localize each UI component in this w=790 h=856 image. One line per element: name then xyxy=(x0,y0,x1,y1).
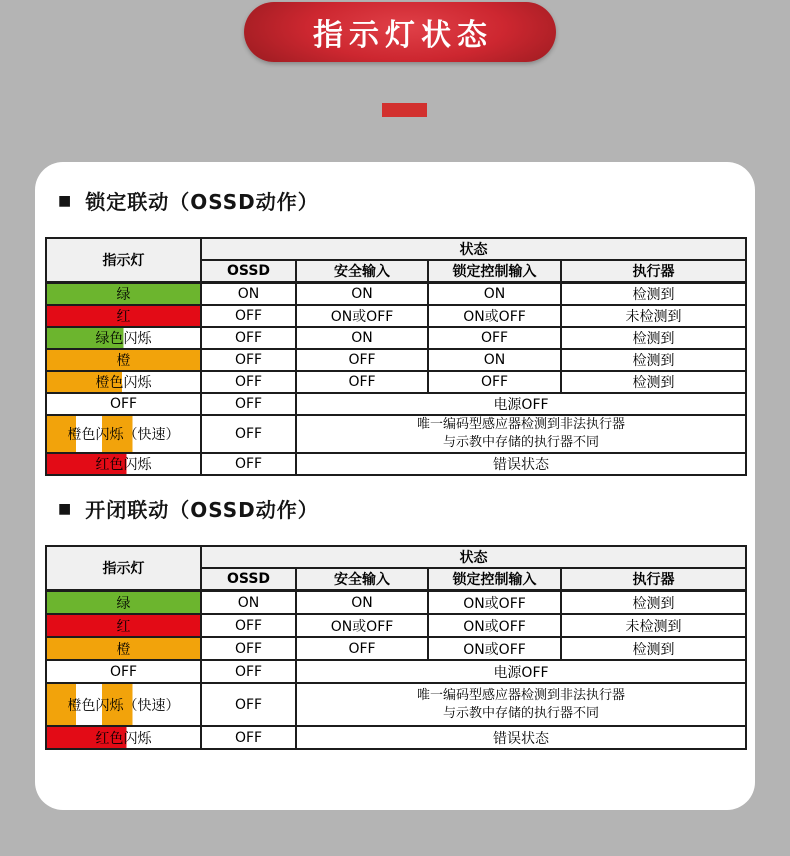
square-bullet-icon: ■ xyxy=(58,192,73,209)
status-cell: OFF xyxy=(201,327,296,349)
status-cell: OFF xyxy=(201,683,296,726)
status-cell: OFF xyxy=(201,349,296,371)
merged-text-line1: 唯一编码型感应器检测到非法执行器 xyxy=(416,417,625,433)
status-cell: ON xyxy=(201,283,296,306)
table-row xyxy=(46,683,746,726)
status-cell: 未检测到 xyxy=(561,614,746,637)
status-cell: ON或OFF xyxy=(428,637,561,660)
status-cell: ON xyxy=(428,349,561,371)
merged-status-cell xyxy=(296,415,746,453)
status-cell: OFF xyxy=(296,349,428,371)
status-cell: OFF xyxy=(201,371,296,393)
table-row xyxy=(46,591,746,615)
column-header-actuator: 执行器 xyxy=(561,568,746,591)
table-row xyxy=(46,349,746,371)
table-row xyxy=(46,327,746,349)
indicator-cell-red-blink: 红色闪烁 xyxy=(46,726,201,749)
table-row xyxy=(46,393,746,415)
indicator-cell-orange-blink: 橙色闪烁 xyxy=(46,371,201,393)
indicator-cell-off: OFF xyxy=(46,660,201,683)
status-cell: ON或OFF xyxy=(296,614,428,637)
status-cell: ON xyxy=(201,591,296,615)
table-row xyxy=(46,415,746,453)
section-title-open-close-linkage xyxy=(58,494,319,523)
status-cell: OFF xyxy=(201,660,296,683)
indicator-cell-orange: 橙 xyxy=(46,637,201,660)
indicator-header: 指示灯 xyxy=(46,238,201,283)
column-header-safety-input: 安全输入 xyxy=(296,568,428,591)
indicator-cell-green-blink: 绿色闪烁 xyxy=(46,327,201,349)
status-header: 状态 xyxy=(201,546,746,568)
indicator-cell-off: OFF xyxy=(46,393,201,415)
table-row xyxy=(46,453,746,475)
status-cell: OFF xyxy=(201,453,296,475)
table-row xyxy=(46,371,746,393)
column-header-actuator: 执行器 xyxy=(561,260,746,283)
status-cell: 检测到 xyxy=(561,283,746,306)
indicator-cell-red-blink: 红色闪烁 xyxy=(46,453,201,475)
status-cell: OFF xyxy=(296,371,428,393)
column-header-safety-input: 安全输入 xyxy=(296,260,428,283)
lock-linkage-table xyxy=(45,237,747,476)
status-cell: ON或OFF xyxy=(428,591,561,615)
merged-status-cell: 错误状态 xyxy=(296,453,746,475)
merged-status-cell xyxy=(296,683,746,726)
square-bullet-icon: ■ xyxy=(58,500,73,517)
status-cell: 检测到 xyxy=(561,371,746,393)
column-header-lock-control-input: 锁定控制输入 xyxy=(428,568,561,591)
page-title-banner xyxy=(244,2,556,62)
table-row xyxy=(46,305,746,327)
table-row xyxy=(46,660,746,683)
indicator-cell-green: 绿 xyxy=(46,591,201,615)
section-title-lock-linkage xyxy=(58,186,319,215)
status-cell: ON或OFF xyxy=(296,305,428,327)
red-dash-divider xyxy=(382,103,427,117)
table-row xyxy=(46,283,746,306)
status-cell: OFF xyxy=(201,637,296,660)
status-cell: OFF xyxy=(428,371,561,393)
status-cell: 检测到 xyxy=(561,591,746,615)
indicator-cell-orange-blink-fast: 橙色闪烁（快速） xyxy=(46,683,201,726)
status-cell: 检测到 xyxy=(561,637,746,660)
status-cell: 检测到 xyxy=(561,349,746,371)
indicator-cell-green: 绿 xyxy=(46,283,201,306)
merged-text-line2: 与示教中存储的执行器不同 xyxy=(442,435,599,450)
status-cell: OFF xyxy=(201,726,296,749)
status-cell: OFF xyxy=(296,637,428,660)
indicator-cell-red: 红 xyxy=(46,305,201,327)
merged-status-cell: 电源OFF xyxy=(296,660,746,683)
status-cell: OFF xyxy=(201,415,296,453)
column-header-ossd: OSSD xyxy=(201,260,296,283)
status-cell: ON xyxy=(296,283,428,306)
indicator-cell-orange: 橙 xyxy=(46,349,201,371)
status-cell: ON xyxy=(296,327,428,349)
status-header: 状态 xyxy=(201,238,746,260)
merged-status-cell: 电源OFF xyxy=(296,393,746,415)
page-title: 指示灯状态 xyxy=(313,18,493,53)
status-cell: ON或OFF xyxy=(428,614,561,637)
indicator-header: 指示灯 xyxy=(46,546,201,591)
status-cell: OFF xyxy=(201,393,296,415)
column-header-lock-control-input: 锁定控制输入 xyxy=(428,260,561,283)
content-card xyxy=(35,162,755,810)
section-title-text: 锁定联动（OSSD动作） xyxy=(85,190,319,214)
status-cell: ON xyxy=(296,591,428,615)
table-row xyxy=(46,614,746,637)
status-cell: ON或OFF xyxy=(428,305,561,327)
status-cell: OFF xyxy=(201,305,296,327)
merged-text-line2: 与示教中存储的执行器不同 xyxy=(442,705,599,721)
status-cell: OFF xyxy=(428,327,561,349)
merged-status-cell: 错误状态 xyxy=(296,726,746,749)
indicator-cell-orange-blink-fast: 橙色闪烁（快速） xyxy=(46,415,201,453)
status-cell: 未检测到 xyxy=(561,305,746,327)
column-header-ossd: OSSD xyxy=(201,568,296,591)
table-row xyxy=(46,726,746,749)
status-cell: ON xyxy=(428,283,561,306)
status-cell: OFF xyxy=(201,614,296,637)
indicator-cell-red: 红 xyxy=(46,614,201,637)
merged-text-line1: 唯一编码型感应器检测到非法执行器 xyxy=(416,687,625,703)
section-title-text: 开闭联动（OSSD动作） xyxy=(85,498,319,522)
status-cell: 检测到 xyxy=(561,327,746,349)
table-row xyxy=(46,637,746,660)
open-close-linkage-table xyxy=(45,545,747,750)
